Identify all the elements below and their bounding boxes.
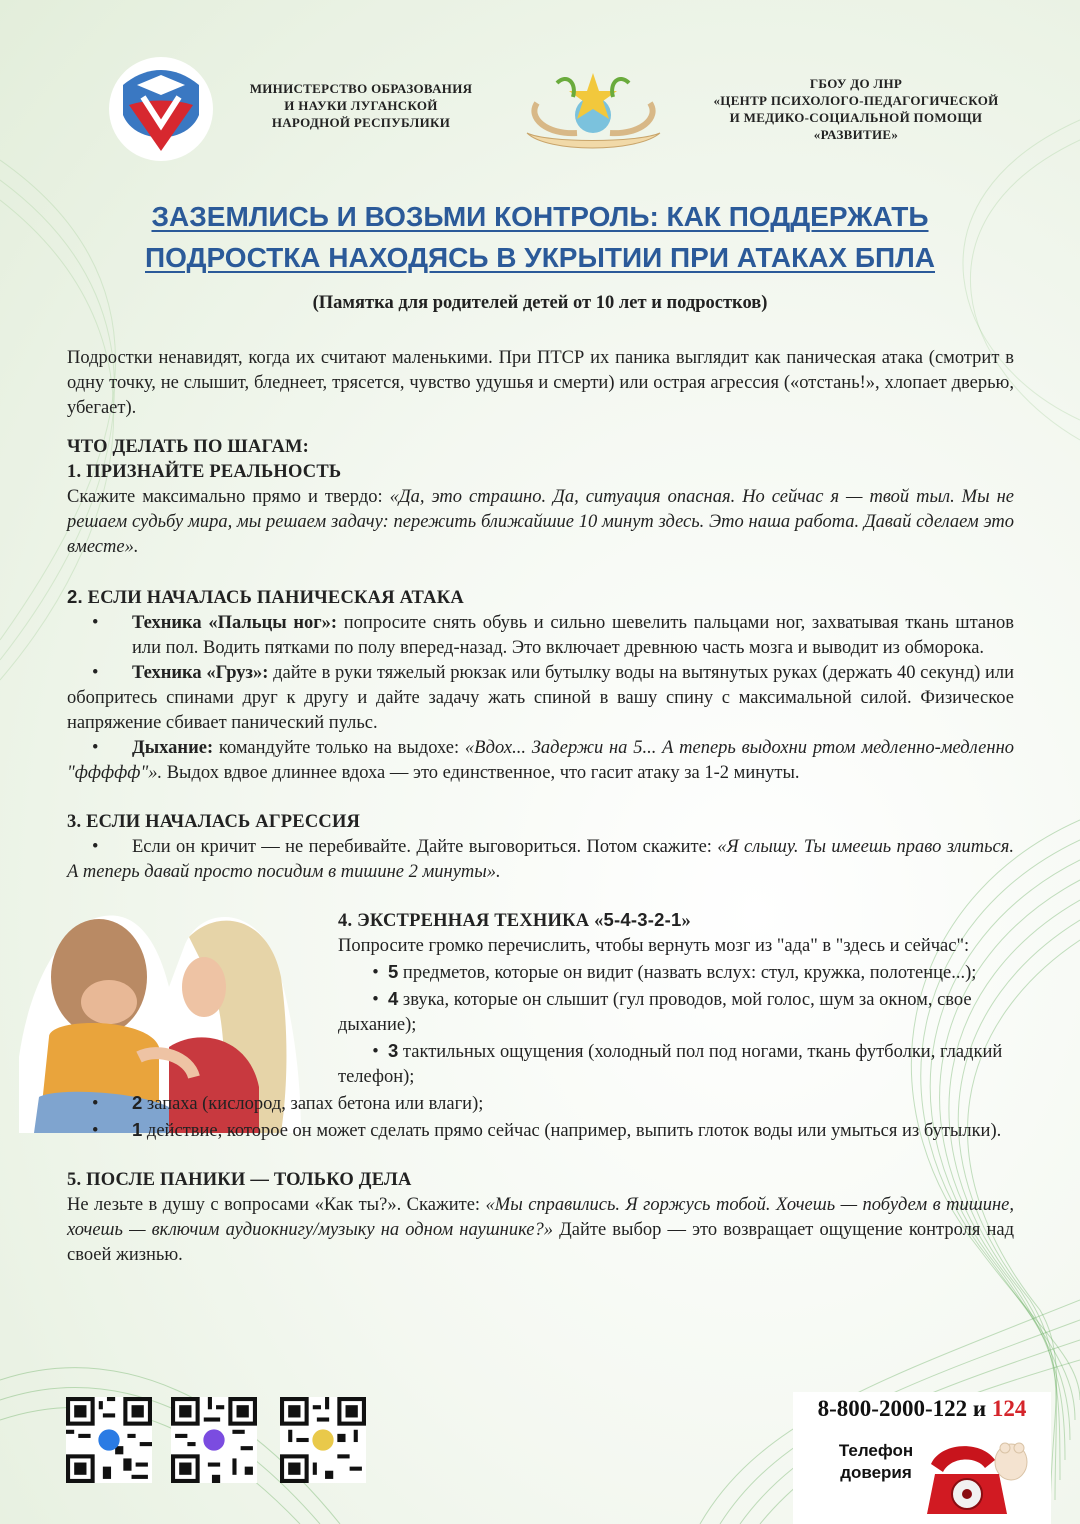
list-item — [67, 661, 1014, 736]
section-4-title-end: » — [681, 911, 691, 931]
center-line: И МЕДИКО-СОЦИАЛЬНОЙ ПОМОЩИ — [729, 110, 983, 125]
hotline-number[interactable] — [793, 1396, 1051, 1422]
list-item — [67, 736, 1014, 786]
section-1-heading: 1. ПРИЗНАЙТЕ РЕАЛЬНОСТЬ — [67, 462, 342, 482]
item-number: 4 — [388, 988, 399, 1009]
qr-code-vk[interactable] — [66, 1397, 152, 1483]
list-item — [338, 986, 1014, 1038]
hotline-long-number: 8-800-2000-122 — [817, 1396, 968, 1421]
list-item — [67, 835, 1014, 885]
item-number: 1 — [132, 1119, 143, 1140]
item-text: командуйте только на выдохе: — [213, 738, 465, 758]
steps-heading: ЧТО ДЕЛАТЬ ПО ШАГАМ: — [67, 437, 310, 457]
bullet-icon: • — [92, 1121, 99, 1141]
ministry-line: И НАУКИ ЛУГАНСКОЙ — [284, 98, 438, 113]
section-5-lead: Не лезьте в душу с вопросами «Как ты?». Скажите: — [67, 1195, 486, 1215]
ministry-logo — [107, 55, 215, 163]
hotline-short-number: 124 — [991, 1396, 1027, 1421]
ministry-name — [232, 80, 490, 131]
section-2-number: 2. — [67, 586, 83, 607]
item-text: предметов, которые он видит (назвать вслух: стул, кружка, полотенце...); — [398, 963, 977, 983]
item-text: запаха (кислород, запах бетона или влаги); — [142, 1094, 484, 1114]
list-item — [67, 611, 1014, 661]
section-2-title: ЕСЛИ НАЧАЛАСЬ ПАНИЧЕСКАЯ АТАКА — [82, 588, 464, 608]
section-4-numbers: 5-4-3-2-1 — [603, 909, 682, 930]
item-quote: «Вдох... Задержи на 5... А теперь выдохни ртом медленно-медленно "ффффф"». — [67, 738, 1014, 783]
qr-code-max[interactable] — [171, 1397, 257, 1483]
section-1-lead: Скажите максимально прямо и твердо: — [67, 487, 390, 507]
section-5-tail: Дайте выбор — это возвращает ощущение контроля над своей жизнью. — [67, 1220, 1014, 1265]
qr-code-website[interactable] — [280, 1397, 366, 1483]
hotline-label — [831, 1440, 921, 1484]
section-4-title: 4. ЭКСТРЕННАЯ ТЕХНИКА « — [338, 911, 604, 931]
item-label: Дыхание: — [132, 738, 214, 758]
section-1-quote: «Да, это страшно. Да, ситуация опасная. Но сейчас я — твой тыл. Мы не решаем судьбу мира, мы решаем задачу: пережить ближайшие 10 минут здесь. Это наша работа. Давай сделаем это вместе». — [67, 487, 1014, 557]
main-content — [67, 346, 1014, 1268]
item-text: звука, которые он слышит (гул проводов, мой голос, шум за окном, свое дыхание); — [338, 990, 972, 1035]
title-line: ЗАЗЕМЛИСЬ И ВОЗЬМИ КОНТРОЛЬ: КАК ПОДДЕРЖАТЬ — [151, 201, 929, 232]
intro-paragraph: Подростки ненавидят, когда их считают маленькими. При ПТСР их паника выглядит как паническая атака (смотрит в одну точку, не слышит, бледнеет, трясется, чувство удушья и смерти) или острая агрессия («отстань!», хлопает дверью, убегает). — [67, 348, 1014, 418]
item-number: 2 — [132, 1092, 143, 1113]
page-title — [60, 196, 1020, 278]
title-line: ПОДРОСТКА НАХОДЯСЬ В УКРЫТИИ ПРИ АТАКАХ БПЛА — [145, 242, 935, 273]
bullet-icon: • — [92, 613, 99, 633]
item-text: попросите снять обувь и сильно шевелить пальцами ног, захватывая ткань штанов или пол. Водить пятками по полу вперед-назад. Это включает древнюю часть мозга и выводит из обморока. — [132, 613, 1015, 658]
list-item — [67, 1090, 1014, 1117]
telephone-icon — [921, 1434, 1031, 1520]
item-text: Выдох вдвое длиннее вдоха — это единственное, что гасит атаку за 1-2 минуты. — [162, 763, 800, 783]
section-4 — [67, 907, 1014, 1144]
hotline-and: и — [967, 1396, 992, 1421]
section-1-text — [67, 485, 1014, 560]
ministry-line: МИНИСТЕРСТВО ОБРАЗОВАНИЯ — [249, 81, 473, 96]
item-text: действие, которое он может сделать прямо сейчас (например, выпить глоток воды или умыться из бутылки). — [142, 1121, 1002, 1141]
bullet-icon: • — [92, 837, 99, 857]
section-3-heading: 3. ЕСЛИ НАЧАЛАСЬ АГРЕССИЯ — [67, 812, 361, 832]
center-logo — [517, 63, 670, 155]
list-item — [67, 1117, 1014, 1144]
hotline-label-line: Телефон — [838, 1441, 914, 1460]
center-line: ГБОУ ДО ЛНР — [809, 76, 903, 91]
section-5-text — [67, 1193, 1014, 1268]
bullet-icon: • — [92, 663, 99, 683]
item-label: Техника «Пальцы ног»: — [132, 613, 338, 633]
center-line: «РАЗВИТИЕ» — [813, 127, 899, 142]
hotline-panel — [793, 1392, 1051, 1524]
item-text: Если он кричит — не перебивайте. Дайте выговориться. Потом скажите: — [132, 837, 718, 857]
center-line: «ЦЕНТР ПСИХОЛОГО-ПЕДАГОГИЧЕСКОЙ — [713, 93, 999, 108]
section-2-heading — [67, 584, 1014, 611]
bullet-icon: • — [372, 990, 379, 1010]
item-text: тактильных ощущения (холодный пол под ногами, ткань футболки, гладкий телефон); — [338, 1042, 1003, 1087]
item-quote: «Я слышу. Ты имеешь право злиться. А теперь давай просто посидим в тишине 2 минуты». — [67, 837, 1014, 882]
item-number: 5 — [388, 961, 399, 982]
item-text: дайте в руки тяжелый рюкзак или бутылку воды на вытянутых руках (держать 40 секунд) или обопритесь спинами друг к другу и дайте задачу жать спиной в вашу спину с максимальной силой. Физическое напряжение сбивает панический пульс. — [67, 663, 1015, 733]
list-item — [338, 959, 1014, 986]
bullet-icon: • — [92, 1094, 99, 1114]
list-item — [338, 1038, 1014, 1090]
bullet-icon: • — [372, 1042, 379, 1062]
bullet-icon: • — [372, 963, 379, 983]
section-4-heading — [338, 907, 1014, 934]
section-5-heading: 5. ПОСЛЕ ПАНИКИ — ТОЛЬКО ДЕЛА — [67, 1170, 412, 1190]
page-subtitle: (Памятка для родителей детей от 10 лет и подростков) — [312, 293, 768, 313]
item-label: Техника «Груз»: — [132, 663, 269, 683]
section-5-quote: «Мы справились. Я горжусь тобой. Хочешь — побудем в тишине, хочешь — включим аудиокнигу/музыку на одном наушнике?» — [67, 1195, 1014, 1240]
ministry-line: НАРОДНОЙ РЕСПУБЛИКИ — [271, 115, 451, 130]
bullet-icon: • — [92, 738, 99, 758]
hotline-label-line: доверия — [840, 1463, 912, 1482]
item-number: 3 — [388, 1040, 399, 1061]
center-name — [695, 75, 1017, 143]
section-4-lead: Попросите громко перечислить, чтобы вернуть мозг из "ада" в "здесь и сейчас": — [338, 936, 970, 956]
